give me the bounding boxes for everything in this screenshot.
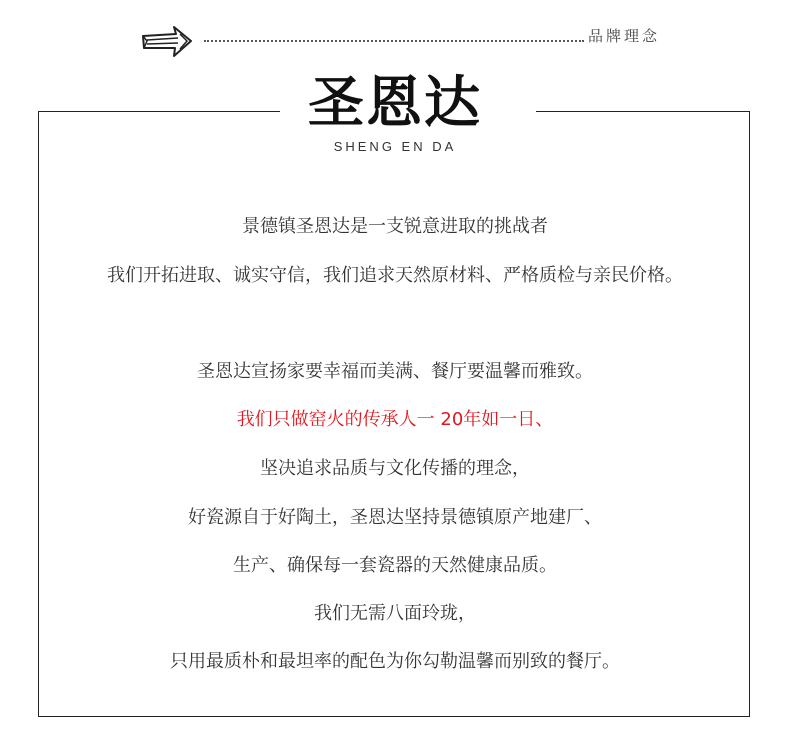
header-dotted-divider [204,40,584,42]
paragraph-line: 景德镇圣恩达是一支锐意进取的挑战者 [242,216,548,237]
section-header [0,0,790,70]
paragraph-line: 坚决追求品质与文化传播的理念， [260,458,530,479]
paragraph-line-highlight: 我们只做窑火的传承人一 20年如一日、 [236,409,554,430]
paragraph-line: 我们开拓进取、诚实守信，我们追求天然原材料、严格质检与亲民价格。 [107,265,683,286]
paragraph-line: 生产、确保每一套瓷器的天然健康品质。 [233,555,557,576]
header-label: 品牌理念 [588,27,661,45]
paragraph-line: 好瓷源自于好陶土，圣恩达坚持景德镇原产地建厂、 [188,507,602,528]
paragraph-line: 我们无需八面玲珑， [314,603,476,624]
paragraph-line: 圣恩达宣扬家要幸福而美满、餐厅要温馨而雅致。 [197,361,593,382]
paragraph-line: 只用最质朴和最坦率的配色为你勾勒温馨而别致的餐厅。 [170,651,620,672]
brand-title: 圣恩达 [308,71,482,136]
brand-subtitle: SHENG EN DA [333,139,457,154]
hand-drawn-arrow-icon [140,22,194,62]
